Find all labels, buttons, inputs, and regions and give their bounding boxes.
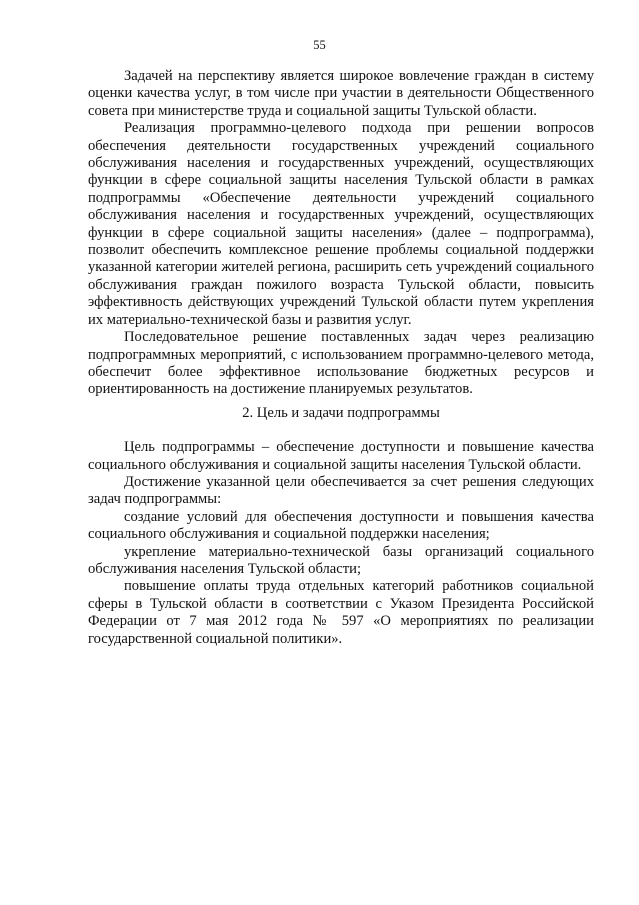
paragraph-consistent-solution: Последовательное решение поставленных задач через реализацию подпрограммных мероприятий, с использованием программно-целевого метода, обеспечит более эффективное использование бюджетных ресурсов и ориентированность на достижение планируемых результатов. bbox=[88, 329, 594, 398]
paragraph-program-approach: Реализация программно-целевого подхода при решении вопросов обеспечения деятельности государственных учреждений социального обслуживания населения и государственных учреждений, осуществляющих функции в сфере социальной защиты населения Тульской области в рамках подпрограммы «Обеспечение деятельности учреждений социального обслуживания населения и государственных учреждений, осуществляющих функции в сфере социальной защиты населения» (далее – подпрограмма), позволит обеспечить комплексное решение проблемы социальной поддержки указанной категории жителей региона, расширить сеть учреждений социального обслуживания граждан пожилого возраста Тульской области, повысить эффективность действующих учреждений Тульской области путем укрепления их материально-технической базы и развития услуг. bbox=[88, 120, 594, 328]
paragraph-goal: Цель подпрограммы – обеспечение доступности и повышение качества социального обслуживания и социальной защиты населения Тульской области. bbox=[88, 439, 594, 473]
paragraph-achievement: Достижение указанной цели обеспечивается за счет решения следующих задач подпрограммы: bbox=[88, 473, 594, 508]
section-heading: 2. Цель и задачи подпрограммы bbox=[242, 404, 440, 421]
task-item-salary: повышение оплаты труда отдельных категорий работников социальной сферы в Тульской области в соответствии с Указом Президента Российской Федерации от 7 мая 2012 года № 597 «О мероприятиях по реализации государственной социальной политики». bbox=[88, 578, 594, 647]
document-body bbox=[88, 68, 594, 648]
task-item-material-base: укрепление материально-технической базы организаций социального обслуживания населения Тульской области; bbox=[88, 543, 594, 577]
paragraph-public-council: Задачей на перспективу является широкое вовлечение граждан в систему оценки качества услуг, в том числе при участии в деятельности Общественного совета при министерстве труда и социальной защиты Тульской области. bbox=[88, 68, 594, 119]
page-number: 55 bbox=[313, 38, 326, 52]
task-item-access: создание условий для обеспечения доступности и повышения качества социального обслуживания и социальной поддержки населения; bbox=[88, 508, 594, 543]
